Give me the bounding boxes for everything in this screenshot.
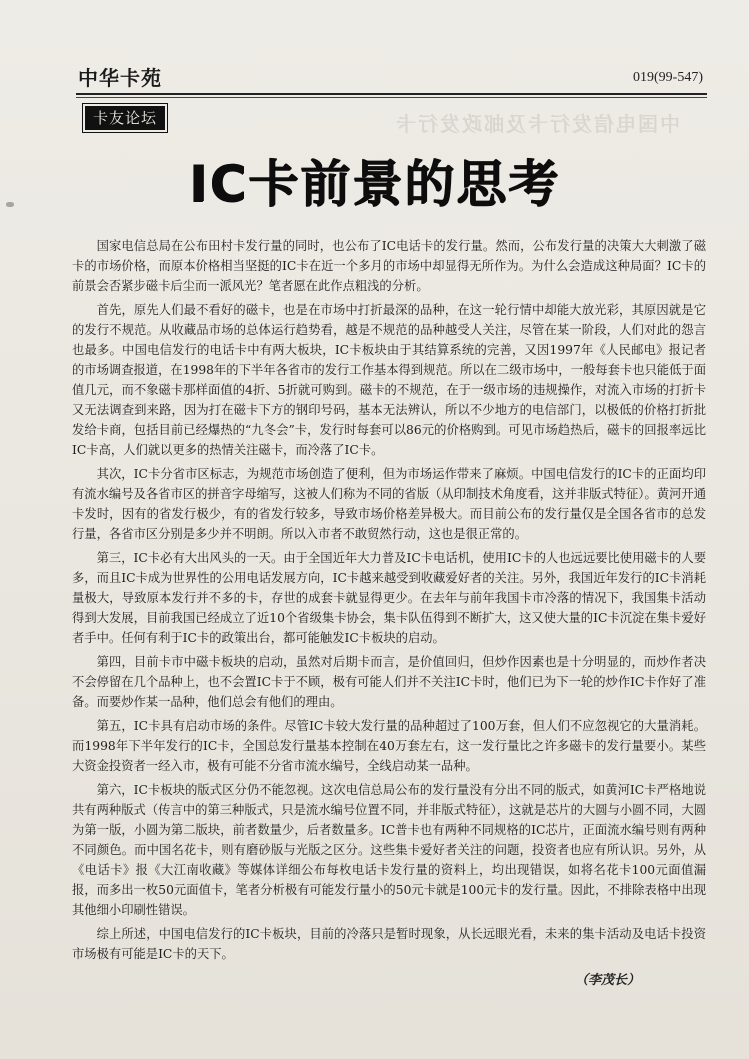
paragraph: 首先，原先人们最不看好的磁卡，也是在市场中打折最深的品种，在这一轮行情中却能大放光彩，其原因就是它的发行不规范。从收藏品市场的总体运行趋势看，越是不规范的品种越受人关注，尽管在某一阶段，人们对此的怨言也最多。中国电信发行的电话卡中有两大板块，IC卡板块由于其结算系统的完善，又因1997年《人民邮电》报记者的市场调查报道，在1998年的下半年各省市的发行工作基本得到规范。所以在二级市场中，一般每套卡也只能低于面值几元，而不象磁卡那样面值的4折、5折就可购到。磁卡的不规范，在于一级市场的违规操作，对流入市场的打折卡又无法调查到来路，因为打在磁卡下方的钢印号码，基本无法辨认，所以不少地方的电信部门，以极低的价格打折批发给卡商，包括目前已经爆热的“九冬会”卡，发行时每套可以86元的价格购到。可见市场趋热后，磁卡的回报率远比IC卡高，人们就以更多的热情关注磁卡，而冷落了IC卡。 (72, 303, 706, 457)
paragraph: 第五，IC卡具有启动市场的条件。尽管IC卡较大发行量的品种超过了100万套，但人们不应忽视它的大量消耗。而1998年下半年发行的IC卡，全国总发行量基本控制在40万套左右，这一发行量比之许多磁卡的发行量要小。某些大资金投资者一经入市，极有可能不分省市流水编号，全线启动某一品种。 (72, 719, 706, 773)
paragraph: 第四，目前卡市中磁卡板块的启动，虽然对后期卡而言，是价值回归，但炒作因素也是十分明显的，而炒作者决不会停留在几个品种上，也不会置IC卡于不顾，极有可能人们并不关注IC卡时，他们已为下一轮的炒作IC卡作好了准备。而要炒作某一品种，他们总会有他们的理由。 (72, 655, 706, 709)
bleed-through-text: 中国电信发行卡及邮政发行卡 (394, 112, 680, 136)
paragraph: 国家电信总局在公布田村卡发行量的同时，也公布了IC电话卡的发行量。然而，公布发行量的决策大大刺激了磁卡的市场价格，而原本价格相当坚挺的IC卡在近一个多月的市场中却显得无所作为。为什么会造成这种局面？IC卡的前景会否紧步磁卡后尘而一派风光？笔者愿在此作点粗浅的分析。 (72, 239, 706, 293)
paragraph: 第六，IC卡板块的版式区分仍不能忽视。这次电信总局公布的发行量没有分出不同的版式，如黄河IC卡严格地说共有两种版式（传言中的第三种版式，只是流水编号位置不同，并非版式特征），这就是芯片的大圆与小圆不同，大圆为第一版，小圆为第二版块，前者数量少，后者数量多。IC普卡也有两种不同规格的IC芯片，正面流水编号则有两种不同颜色。而中国名花卡，则有磨砂版与光版之区分。这些集卡爱好者关注的问题，投资者也应有所认识。另外，从《电话卡》报《大江南收藏》等媒体详细公布每枚电话卡发行量的资料上，均出现错误，如将名花卡100元面值漏报，而多出一枚50元面值卡，笔者分析极有可能发行量小的50元卡就是100元卡的发行量。因此，不排除表格中出现其他细小印刷性错误。 (72, 783, 706, 917)
column-tag: 卡友论坛 (85, 106, 165, 130)
running-header (76, 62, 707, 92)
magazine-title: 中华卡苑 (78, 66, 162, 90)
article-title: IC卡前景的思考 (188, 155, 561, 213)
header-rule-thick (76, 93, 707, 95)
page-code: 019(99-547) (633, 70, 703, 85)
paragraph: 综上所述，中国电信发行的IC卡板块，目前的冷落只是暂时现象，从长远眼光看，未来的集卡活动及电话卡投资市场极有可能是IC卡的天下。 (72, 927, 706, 961)
author-byline: （李茂长） (575, 973, 641, 988)
paragraph: 其次，IC卡分省市区标志，为规范市场创造了便利，但为市场运作带来了麻烦。中国电信发行的IC卡的正面均印有流水编号及各省市区的拼音字母缩写，这被人们称为不同的省版（从印制技术角度看，这并非版式特征）。黄河开通卡发时，因有的省发行极少，有的省发行较多，导致市场价格差异极大。而目前公布的发行量仅是全国各省市的总发行量，各省市区分别是多少并不明朗。所以入市者不敢贸然行动，这也是很正常的。 (72, 467, 706, 541)
header-rule-thin (76, 97, 707, 98)
article-body (72, 236, 706, 968)
paragraph: 第三，IC卡必有大出风头的一天。由于全国近年大力普及IC卡电话机，使用IC卡的人也远远要比使用磁卡的人要多，而且IC卡成为世界性的公用电话发展方向，IC卡越来越受到收藏爱好者的关注。另外，我国近年发行的IC卡消耗量极大，导致原本发行并不多的卡，存世的成套卡就显得更少。在去年与前年我国卡市冷落的情况下，我国集卡活动得到大发展，目前我国已经成立了近10个省级集卡协会，集卡队伍得到不断扩大，这又使大量的IC卡沉淀在集卡爱好者手中。任何有利于IC卡的政策出台，都可能触发IC卡板块的启动。 (72, 551, 706, 645)
